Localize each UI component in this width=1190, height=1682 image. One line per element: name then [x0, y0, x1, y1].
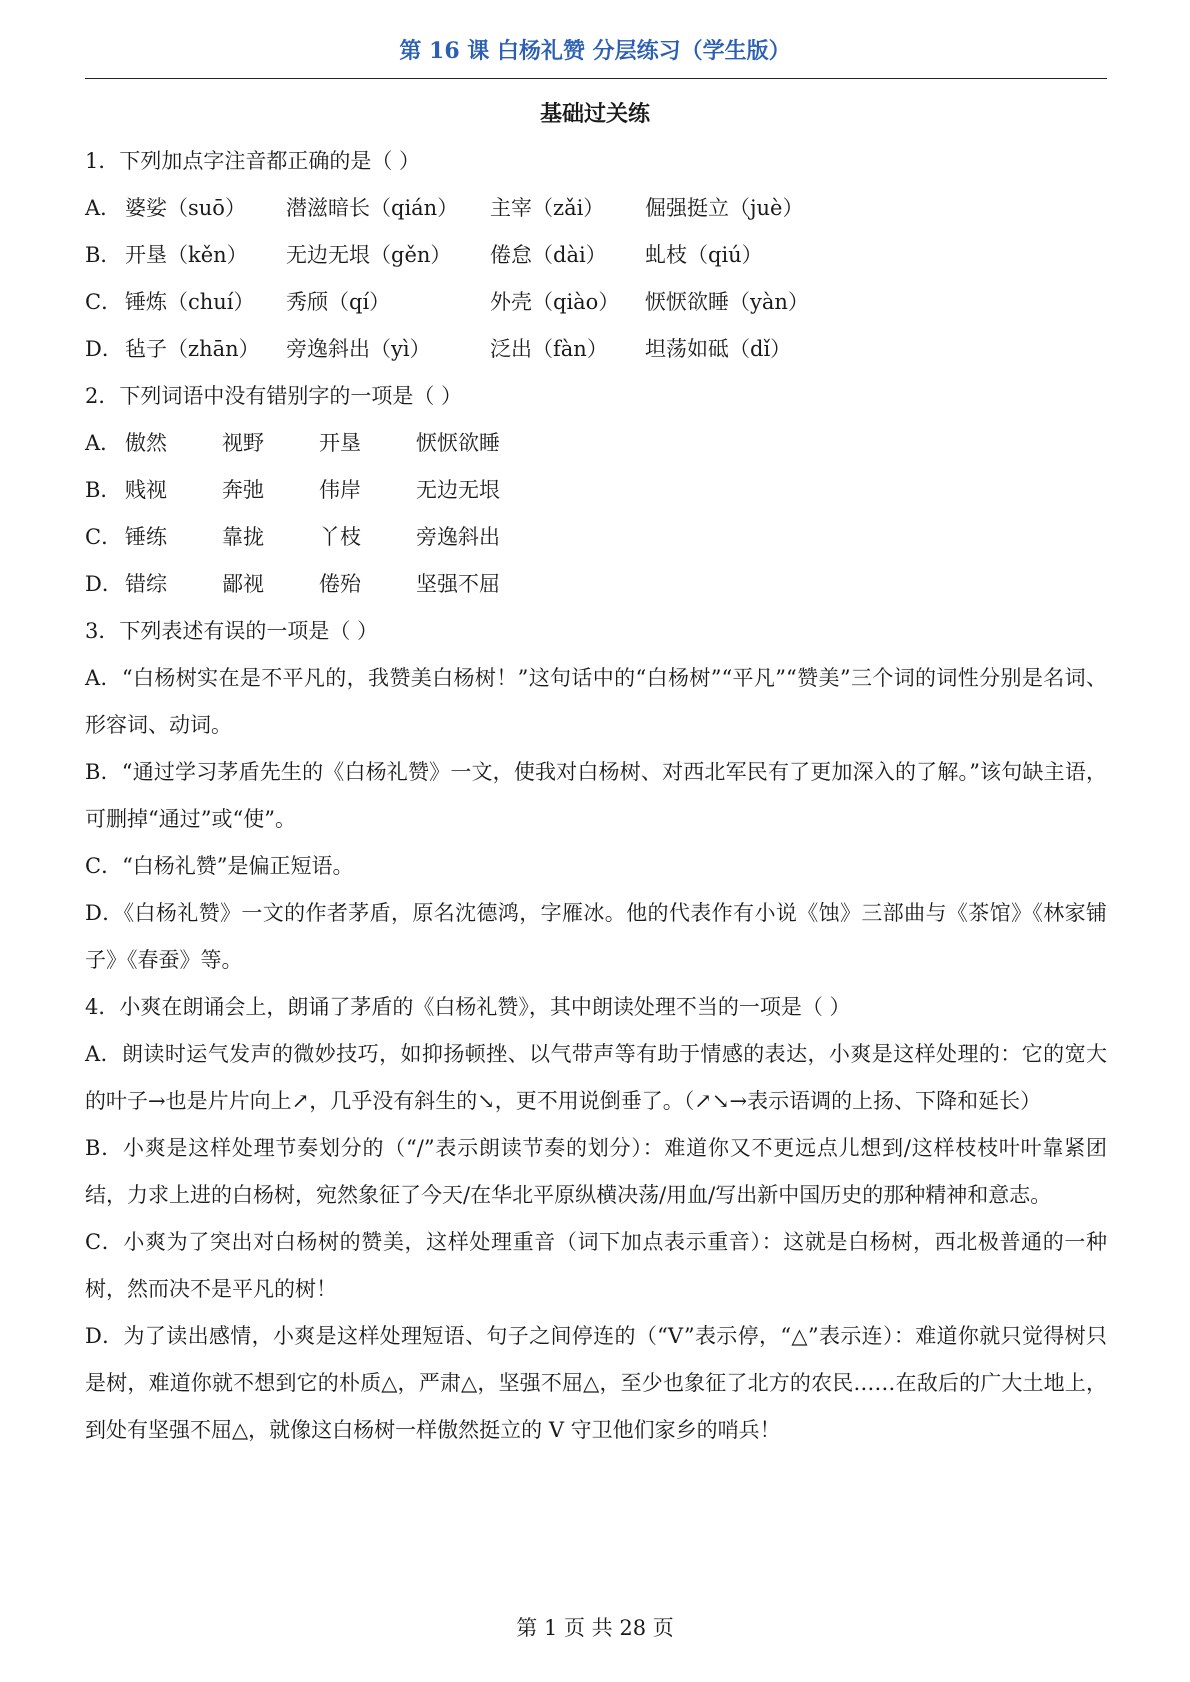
option-item: 外壳（qiào）: [490, 290, 620, 314]
option-row: [85, 561, 1107, 608]
option-row: [85, 279, 1107, 326]
question-stem: 1．下列加点字注音都正确的是（ ）: [85, 149, 421, 173]
option-item: 旁逸斜出（yì）: [286, 337, 431, 361]
option-item: 锤炼（chuí）: [125, 290, 255, 314]
option-item: 伟岸: [319, 478, 361, 502]
option-letter: A．: [85, 431, 122, 455]
option-item: 旁逸斜出: [416, 525, 500, 549]
option-letter: D．: [85, 572, 123, 596]
option-item: 无边无垠（gěn）: [286, 243, 452, 267]
option-item: 倦怠（dài）: [490, 243, 607, 267]
option-row: [85, 232, 1107, 279]
option-row: [85, 185, 1107, 232]
option-item: 坦荡如砥（dǐ）: [645, 337, 792, 361]
option-item: 视野: [222, 431, 264, 455]
option-item: 傲然: [125, 431, 167, 455]
option-item: 开垦（kěn）: [125, 243, 248, 267]
option-item: 恹恹欲睡（yàn）: [645, 290, 809, 314]
option-paragraph: C．小爽为了突出对白杨树的赞美，这样处理重音（词下加点表示重音）：这就是白杨树，西北极普通的一种树，然而决不是平凡的树！: [85, 1230, 1107, 1301]
page-title: 第 16 课 白杨礼赞 分层练习（学生版）: [399, 38, 791, 64]
option-letter: C．: [85, 525, 123, 549]
option-item: 贱视: [125, 478, 167, 502]
section-title: 基础过关练: [539, 101, 650, 127]
option-item: 开垦: [319, 431, 361, 455]
option-letter: A．: [85, 196, 122, 220]
option-letter: C．: [85, 290, 123, 314]
option-item: 泛出（fàn）: [490, 337, 608, 361]
option-item: 错综: [125, 572, 167, 596]
option-item: 潜滋暗长（qián）: [286, 196, 459, 220]
option-item: 恹恹欲睡: [416, 431, 500, 455]
option-item: 毡子（zhān）: [125, 337, 260, 361]
option-item: 锤练: [125, 525, 167, 549]
option-row: [85, 467, 1107, 514]
option-letter: D．: [85, 337, 123, 361]
option-item: 倦殆: [319, 572, 361, 596]
option-paragraph: C．“白杨礼赞”是偏正短语。: [85, 854, 354, 878]
option-item: 无边无垠: [416, 478, 500, 502]
question-list: [85, 138, 1107, 1454]
option-letter: B．: [85, 243, 122, 267]
option-item: 坚强不屈: [416, 572, 500, 596]
question-stem: 4．小爽在朗诵会上，朗诵了茅盾的《白杨礼赞》，其中朗读处理不当的一项是（ ）: [85, 995, 851, 1019]
option-item: 鄙视: [222, 572, 264, 596]
option-item: 倔强挺立（juè）: [645, 196, 804, 220]
option-paragraph: D．《白杨礼赞》一文的作者茅盾，原名沈德鸿，字雁冰。他的代表作有小说《蚀》三部曲与《茶馆》《林家铺子》《春蚕》等。: [85, 901, 1107, 972]
option-item: 虬枝（qiú）: [645, 243, 763, 267]
option-item: 婆娑（suō）: [125, 196, 246, 220]
option-row: [85, 326, 1107, 373]
option-paragraph: B．“通过学习茅盾先生的《白杨礼赞》一文，使我对白杨树、对西北军民有了更加深入的了解。”该句缺主语，可删掉“通过”或“使”。: [85, 760, 1107, 831]
option-paragraph: B．小爽是这样处理节奏划分的（“/”表示朗读节奏的划分）：难道你又不更远点儿想到/这样枝枝叶叶靠紧团结，力求上进的白杨树，宛然象征了今天/在华北平原纵横决荡/用血/写出新中国历史的那种精神和意志。: [85, 1136, 1107, 1207]
option-item: 丫枝: [319, 525, 361, 549]
question-stem: 2．下列词语中没有错别字的一项是（ ）: [85, 384, 463, 408]
page-number: 第 1 页 共 28 页: [516, 1616, 674, 1640]
option-paragraph: A．朗读时运气发声的微妙技巧，如抑扬顿挫、以气带声等有助于情感的表达，小爽是这样处理的：它的宽大的叶子→也是片片向上↗，几乎没有斜生的↘，更不用说倒垂了。（↗↘→表示语调的上扬、下降和延长）: [85, 1042, 1107, 1113]
option-row: [85, 420, 1107, 467]
option-paragraph: D．为了读出感情，小爽是这样处理短语、句子之间停连的（“V”表示停，“△”表示连）：难道你就只觉得树只是树，难道你就不想到它的朴质△，严肃△，坚强不屈△，至少也象征了北方的农民……在敌后的广大土地上，到处有坚强不屈△，就像这白杨树一样傲然挺立的 V 守卫他们家乡的哨兵！: [85, 1324, 1107, 1442]
option-item: 奔弛: [222, 478, 264, 502]
option-item: 秀颀（qí）: [286, 290, 391, 314]
header-rule: [85, 78, 1107, 79]
option-row: [85, 514, 1107, 561]
option-paragraph: A．“白杨树实在是不平凡的，我赞美白杨树！”这句话中的“白杨树”“平凡”“赞美”三个词的词性分别是名词、形容词、动词。: [85, 666, 1107, 737]
option-letter: B．: [85, 478, 122, 502]
question-stem: 3．下列表述有误的一项是（ ）: [85, 619, 379, 643]
option-item: 主宰（zǎi）: [490, 196, 605, 220]
option-item: 靠拢: [222, 525, 264, 549]
